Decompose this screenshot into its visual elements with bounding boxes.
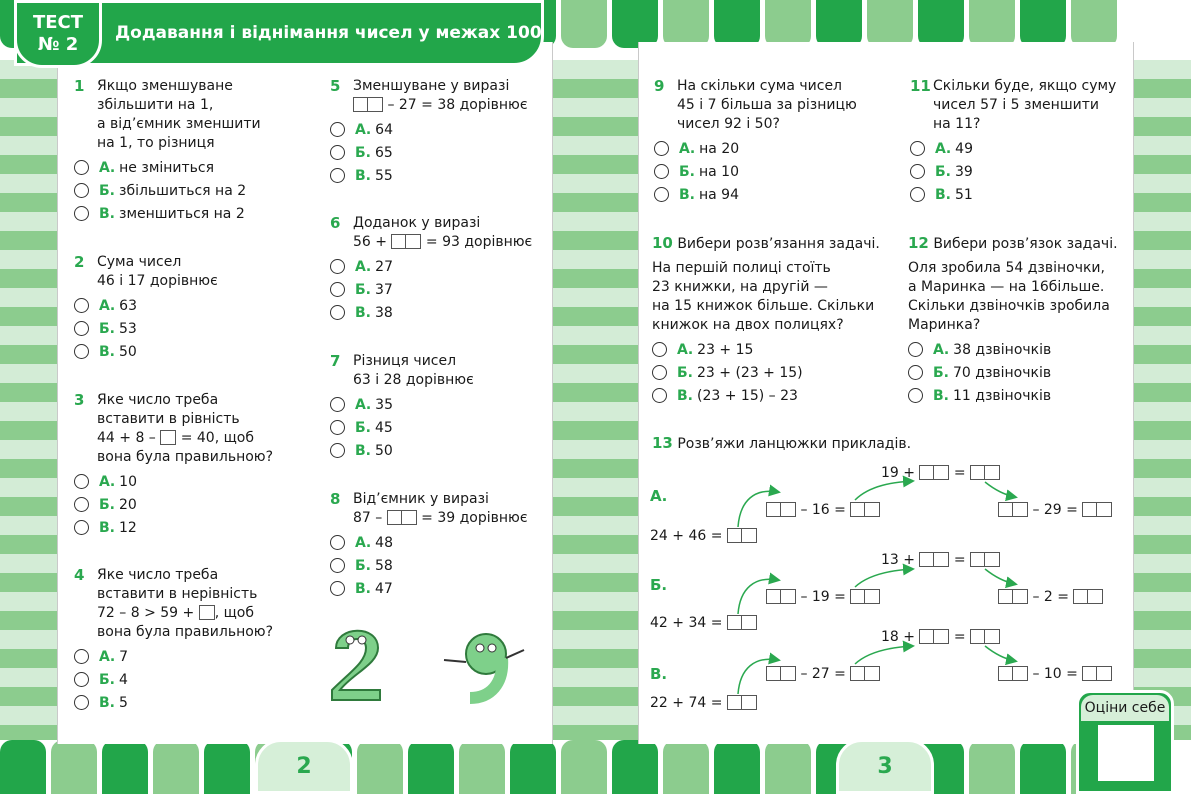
question-text: 44 + 8 – bbox=[97, 430, 161, 446]
option-letter: А. bbox=[355, 535, 372, 551]
option-text: 65 bbox=[375, 145, 393, 161]
question-text: – 27 = 38 дорівнює bbox=[383, 97, 528, 113]
question-text: , щоб bbox=[214, 605, 254, 621]
option-text: 63 bbox=[119, 298, 137, 314]
problem-text: Оля зробила 54 дзвіночки, bbox=[908, 260, 1105, 276]
option-text: 27 bbox=[375, 259, 393, 275]
option-letter: В. bbox=[355, 581, 371, 597]
option-text: 11 дзвіночків bbox=[953, 388, 1052, 404]
question-text: 45 і 7 більша за різницю bbox=[677, 97, 857, 113]
question-text: Від’ємник у виразі bbox=[353, 491, 489, 507]
question-text: 46 і 17 дорівнює bbox=[97, 273, 218, 289]
chain-letter: Б. bbox=[650, 576, 668, 594]
option-letter: В. bbox=[99, 206, 115, 222]
question-text: вона була правильною? bbox=[97, 624, 273, 640]
option-letter: А. bbox=[677, 342, 694, 358]
option-text: 45 bbox=[375, 420, 393, 436]
option-letter: Б. bbox=[99, 183, 115, 199]
option-text: 53 bbox=[119, 321, 137, 337]
option-letter: В. bbox=[355, 305, 371, 321]
option-text: 23 + (23 + 15) bbox=[697, 365, 803, 381]
option-text: не зміниться bbox=[119, 160, 215, 176]
chain-expression: 13 + bbox=[881, 552, 915, 568]
chain-expression: – 29 = bbox=[1032, 502, 1078, 518]
question-text: 72 – 8 > 59 + bbox=[97, 605, 199, 621]
question-text: чисел 92 і 50? bbox=[677, 116, 780, 132]
question-text: = 40, щоб bbox=[176, 430, 254, 446]
chain-expression: 19 + bbox=[881, 465, 915, 481]
option-text: на 20 bbox=[699, 141, 740, 157]
option-letter: А. bbox=[355, 397, 372, 413]
option-text: 50 bbox=[375, 443, 393, 459]
question-text: вставити в нерівність bbox=[97, 586, 258, 602]
question-title: Вибери розв’язок задачі. bbox=[933, 236, 1118, 252]
option-letter: А. bbox=[355, 259, 372, 275]
problem-text: Маринка? bbox=[908, 317, 981, 333]
question-text: а від’ємник зменшити bbox=[97, 116, 261, 132]
question-number: 11 bbox=[910, 77, 931, 95]
option-text: на 94 bbox=[699, 187, 739, 203]
option-letter: Б. bbox=[99, 497, 115, 513]
question-text: Скільки буде, якщо суму bbox=[933, 78, 1117, 94]
option-letter: Б. bbox=[355, 282, 371, 298]
option-text: 23 + 15 bbox=[697, 342, 754, 358]
question-title: Вибери розв’язання задачі. bbox=[677, 236, 880, 252]
chain-letter: В. bbox=[650, 665, 668, 683]
option-letter: А. bbox=[99, 649, 116, 665]
question-text: Доданок у виразі bbox=[353, 215, 481, 231]
option-letter: В. bbox=[99, 695, 115, 711]
option-letter: Б. bbox=[933, 365, 949, 381]
problem-text: а Маринка — на 16більше. bbox=[908, 279, 1105, 295]
question-number: 7 bbox=[330, 352, 341, 370]
option-text: 55 bbox=[375, 168, 393, 184]
question-text: 56 + bbox=[353, 234, 392, 250]
option-text: 70 дзвіночків bbox=[953, 365, 1052, 381]
question-text: Зменшуване у виразі bbox=[353, 78, 510, 94]
question-number: 9 bbox=[654, 77, 665, 95]
option-text: 5 bbox=[119, 695, 128, 711]
question-title: Розв’яжи ланцюжки прикладів. bbox=[677, 436, 912, 452]
chain-expression: 24 + 46 = bbox=[650, 528, 723, 544]
option-letter: В. bbox=[933, 388, 949, 404]
option-text: на 10 bbox=[699, 164, 739, 180]
question-number: 2 bbox=[74, 253, 85, 271]
option-letter: Б. bbox=[677, 365, 693, 381]
option-letter: В. bbox=[99, 344, 115, 360]
chain-letter: А. bbox=[650, 487, 668, 505]
question-text: = 93 дорівнює bbox=[421, 234, 533, 250]
option-text: 37 bbox=[375, 282, 393, 298]
question-text: Яке число треба bbox=[97, 392, 219, 408]
test-badge-number: № 2 bbox=[37, 34, 79, 55]
chain-expression: 18 + bbox=[881, 629, 915, 645]
question-text: чисел 57 і 5 зменшити bbox=[933, 97, 1099, 113]
self-assessment-label: Оціни себе bbox=[1081, 695, 1169, 721]
option-text: 49 bbox=[955, 141, 973, 157]
problem-text: Скільки дзвіночків зробила bbox=[908, 298, 1110, 314]
option-text: 4 bbox=[119, 672, 128, 688]
option-letter: Б. bbox=[935, 164, 951, 180]
chain-expression: = bbox=[953, 465, 966, 481]
question-text: вона була правильною? bbox=[97, 449, 273, 465]
option-text: 47 bbox=[375, 581, 393, 597]
chain-expression: – 27 = bbox=[800, 666, 846, 682]
option-letter: В. bbox=[935, 187, 951, 203]
option-text: (23 + 15) – 23 bbox=[697, 388, 798, 404]
option-letter: Б. bbox=[355, 145, 371, 161]
question-number: 10 bbox=[652, 234, 673, 252]
question-text: на 1, то різниця bbox=[97, 135, 215, 151]
chain-expression: – 2 = bbox=[1032, 589, 1069, 605]
option-text: 39 bbox=[955, 164, 973, 180]
chain-expression: = bbox=[953, 552, 966, 568]
page-title: Додавання і віднімання чисел у межах 100 bbox=[115, 23, 542, 43]
option-letter: В. bbox=[677, 388, 693, 404]
option-text: 10 bbox=[119, 474, 137, 490]
question-number: 13 bbox=[652, 434, 673, 452]
option-text: збільшиться на 2 bbox=[119, 183, 247, 199]
chain-expression: – 19 = bbox=[800, 589, 846, 605]
option-text: 50 bbox=[119, 344, 137, 360]
question-text: Сума чисел bbox=[97, 254, 182, 270]
option-letter: Б. bbox=[355, 420, 371, 436]
option-letter: В. bbox=[99, 520, 115, 536]
option-letter: Б. bbox=[679, 164, 695, 180]
question-text: на 11? bbox=[933, 116, 981, 132]
option-letter: А. bbox=[933, 342, 950, 358]
option-text: зменшиться на 2 bbox=[119, 206, 245, 222]
question-number: 5 bbox=[330, 77, 341, 95]
option-letter: В. bbox=[355, 168, 371, 184]
chain-expression: – 10 = bbox=[1032, 666, 1078, 682]
option-text: 58 bbox=[375, 558, 393, 574]
question-text: На скільки сума чисел bbox=[677, 78, 843, 94]
problem-text: книжок на двох полицях? bbox=[652, 317, 844, 333]
test-badge-label: ТЕСТ bbox=[32, 12, 84, 33]
self-assessment-field[interactable] bbox=[1098, 725, 1154, 781]
option-text: 20 bbox=[119, 497, 137, 513]
option-text: 38 дзвіночків bbox=[953, 342, 1052, 358]
option-letter: А. bbox=[679, 141, 696, 157]
question-text: збільшити на 1, bbox=[97, 97, 214, 113]
question-number: 6 bbox=[330, 214, 341, 232]
question-number: 12 bbox=[908, 234, 929, 252]
option-text: 12 bbox=[119, 520, 137, 536]
option-letter: Б. bbox=[99, 321, 115, 337]
option-letter: Б. bbox=[355, 558, 371, 574]
option-letter: В. bbox=[355, 443, 371, 459]
page-number-left: 2 bbox=[255, 739, 353, 794]
chain-expression: – 16 = bbox=[800, 502, 846, 518]
question-number: 8 bbox=[330, 490, 341, 508]
option-text: 7 bbox=[119, 649, 129, 665]
option-text: 35 bbox=[375, 397, 393, 413]
option-letter: А. bbox=[935, 141, 952, 157]
question-text: 87 – bbox=[353, 510, 387, 526]
option-text: 48 bbox=[375, 535, 393, 551]
question-text: Різниця чисел bbox=[353, 353, 457, 369]
question-text: Яке число треба bbox=[97, 567, 219, 583]
option-letter: Б. bbox=[99, 672, 115, 688]
option-letter: А. bbox=[99, 298, 116, 314]
option-letter: В. bbox=[679, 187, 695, 203]
option-letter: А. bbox=[99, 474, 116, 490]
problem-text: на 15 книжок більше. Скільки bbox=[652, 298, 875, 314]
chain-expression: = bbox=[953, 629, 966, 645]
chain-expression: 22 + 74 = bbox=[650, 695, 723, 711]
problem-text: 23 книжки, на другій — bbox=[652, 279, 828, 295]
self-assessment-box bbox=[1076, 690, 1174, 794]
chain-expression: 42 + 34 = bbox=[650, 615, 723, 631]
page-number-right: 3 bbox=[836, 739, 934, 794]
option-letter: А. bbox=[99, 160, 116, 176]
option-text: 38 bbox=[375, 305, 393, 321]
option-letter: А. bbox=[355, 122, 372, 138]
question-text: = 39 дорівнює bbox=[416, 510, 528, 526]
question-text: вставити в рівність bbox=[97, 411, 240, 427]
question-number: 4 bbox=[74, 566, 85, 584]
question-number: 1 bbox=[74, 77, 85, 95]
option-text: 51 bbox=[955, 187, 973, 203]
question-number: 3 bbox=[74, 391, 85, 409]
option-text: 64 bbox=[375, 122, 393, 138]
question-text: 63 і 28 дорівнює bbox=[353, 372, 474, 388]
question-text: Якщо зменшуване bbox=[97, 78, 233, 94]
problem-text: На першій полиці стоїть bbox=[652, 260, 831, 276]
